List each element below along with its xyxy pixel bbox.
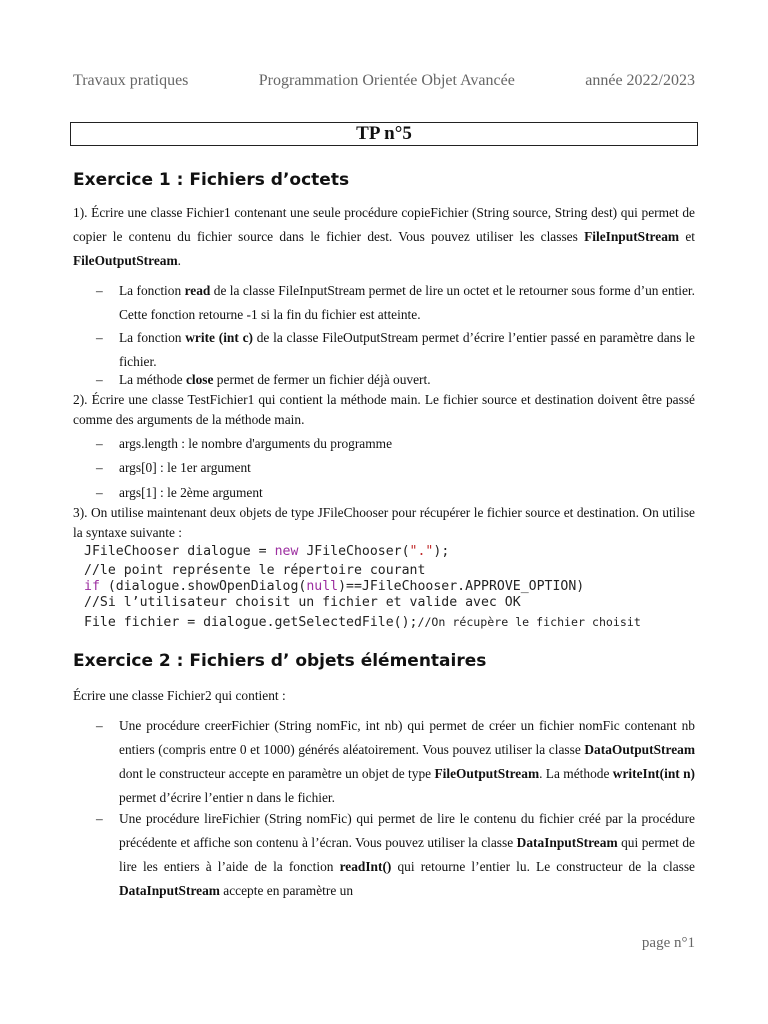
bullet-bold: read: [184, 283, 211, 298]
bullet-text: de la classe FileOutputStream permet d’écrire l’entier passé en paramètre dans le fichier.: [119, 330, 695, 369]
code-comment: //Si l’utilisateur choisit un fichier et valide avec OK: [84, 595, 521, 610]
bullet-bold: writeInt(int n): [612, 766, 695, 781]
bullet-text: permet d’écrire l’entier n dans le fichier.: [119, 790, 336, 805]
bullet-text: qui permet de lire les entiers à l’aide de la fonction: [119, 835, 695, 874]
exercise-1-title: Exercice 1 : Fichiers d’octets: [73, 170, 350, 190]
bullet-bold: DataInputStream: [119, 883, 220, 898]
bullet-text: accepte en paramètre un: [219, 883, 354, 898]
arg-item-length: [96, 432, 695, 456]
code-line-3: [84, 579, 704, 595]
exercise-1-question-3: 3). On utilise maintenant deux objets de type JFileChooser pour récupérer le fichier source et destination. On utilise la syntaxe suivante :: [73, 505, 695, 540]
code-keyword: new: [274, 544, 299, 559]
bullet-bold: DataOutputStream: [584, 742, 695, 757]
page-number: page n°1: [641, 935, 695, 951]
exercise-1-question-1: [73, 201, 695, 273]
code-text: )==JFileChooser.APPROVE_OPTION): [338, 579, 585, 594]
code-line-5: [84, 614, 704, 631]
bullet-text: dont le constructeur accepte en paramètre un objet de type: [119, 766, 435, 781]
arg-text: args[0] : le 1er argument: [119, 460, 251, 475]
code-line-2: [84, 563, 704, 579]
exercise-1-question-2: 2). Écrire une classe TestFichier1 qui contient la méthode main. Le fichier source et destination doivent être passé comme des arguments de la méthode main.: [73, 392, 695, 427]
bullet-text: qui retourne l’entier lu. Le constructeur de la classe: [391, 859, 696, 874]
code-string: ".": [409, 544, 434, 559]
bullet-text: La méthode: [119, 372, 186, 387]
exercise-2-title: Exercice 2 : Fichiers d’ objets élémentaires: [73, 651, 487, 671]
header-year: année 2022/2023: [585, 72, 695, 89]
arg-item-0: [96, 456, 695, 480]
header-course-title: Programmation Orientée Objet Avancée: [258, 72, 515, 89]
dash-bullet: –: [96, 283, 103, 298]
bullet-read: [96, 279, 695, 327]
code-text: JFileChooser(: [298, 544, 410, 559]
bullet-close: [96, 369, 695, 391]
arg-text: args.length : le nombre d'arguments du programme: [119, 436, 393, 451]
bullet-text: de la classe FileInputStream permet de lire un octet et le retourner sous forme d’un entier. Cette fonction retourne -1 si la fin du fichier est atteinte.: [119, 283, 695, 322]
dash-bullet: –: [96, 460, 103, 475]
bullet-text: La fonction: [119, 330, 186, 345]
dash-bullet: –: [96, 485, 103, 500]
code-comment: //le point représente le répertoire courant: [84, 563, 426, 578]
q1-end: .: [177, 253, 181, 268]
exercise-2-intro: Écrire une classe Fichier2 qui contient :: [73, 688, 286, 703]
header-course-type: Travaux pratiques: [73, 72, 189, 89]
code-text: File fichier = dialogue.getSelectedFile();: [84, 615, 418, 630]
tp-title: TP n°5: [356, 123, 412, 144]
bullet-bold: readInt(): [339, 859, 392, 874]
bullet-bold: close: [185, 372, 214, 387]
dash-bullet: –: [96, 718, 103, 733]
dash-bullet: –: [96, 372, 103, 387]
bullet-text: permet de fermer un fichier déjà ouvert.: [213, 372, 431, 387]
dash-bullet: –: [96, 811, 103, 826]
code-text: JFileChooser dialogue =: [84, 544, 275, 559]
arg-text: args[1] : le 2ème argument: [119, 485, 263, 500]
code-line-1: [84, 544, 704, 560]
bullet-creer-fichier: [96, 714, 695, 810]
bullet-bold: FileOutputStream: [434, 766, 540, 781]
code-comment: //On récupère le fichier choisit: [417, 615, 641, 629]
q1-class-fileinputstream: FileInputStream: [584, 229, 680, 244]
bullet-write: [96, 326, 695, 374]
code-text: (dialogue.showOpenDialog(: [99, 579, 307, 594]
page-header: [73, 72, 695, 90]
bullet-text: La fonction: [119, 283, 185, 298]
bullet-lire-fichier: [96, 807, 695, 903]
arg-item-1: [96, 481, 695, 505]
bullet-text: . La méthode: [539, 766, 613, 781]
code-line-4: [84, 595, 704, 611]
q1-class-fileoutputstream: FileOutputStream: [73, 253, 178, 268]
dash-bullet: –: [96, 436, 103, 451]
q1-text: 1). Écrire une classe Fichier1 contenant une seule procédure copieFichier (String source, String dest) qui permet de copier le contenu du fichier source dans le fichier dest. Vous pouvez utiliser les classes: [73, 205, 695, 244]
bullet-bold: write (int c): [185, 330, 253, 345]
bullet-text: Une procédure lireFichier (String nomFic) qui permet de lire le contenu du fichier créé par la procédure précédente et affiche son contenu à l’écran. Vous pouvez utiliser la classe: [119, 811, 695, 850]
bullet-bold: DataInputStream: [516, 835, 618, 850]
code-keyword: if: [84, 579, 100, 594]
q1-mid: et: [679, 229, 695, 244]
bullet-text: Une procédure creerFichier (String nomFic, int nb) qui permet de créer un fichier nomFic contenant nb entiers (compris entre 0 et 1000) générés aléatoirement. Vous pouvez utiliser la classe: [119, 718, 695, 757]
code-text: );: [433, 544, 450, 559]
tp-title-box: [70, 122, 698, 146]
code-keyword: null: [306, 579, 339, 594]
dash-bullet: –: [96, 330, 103, 345]
